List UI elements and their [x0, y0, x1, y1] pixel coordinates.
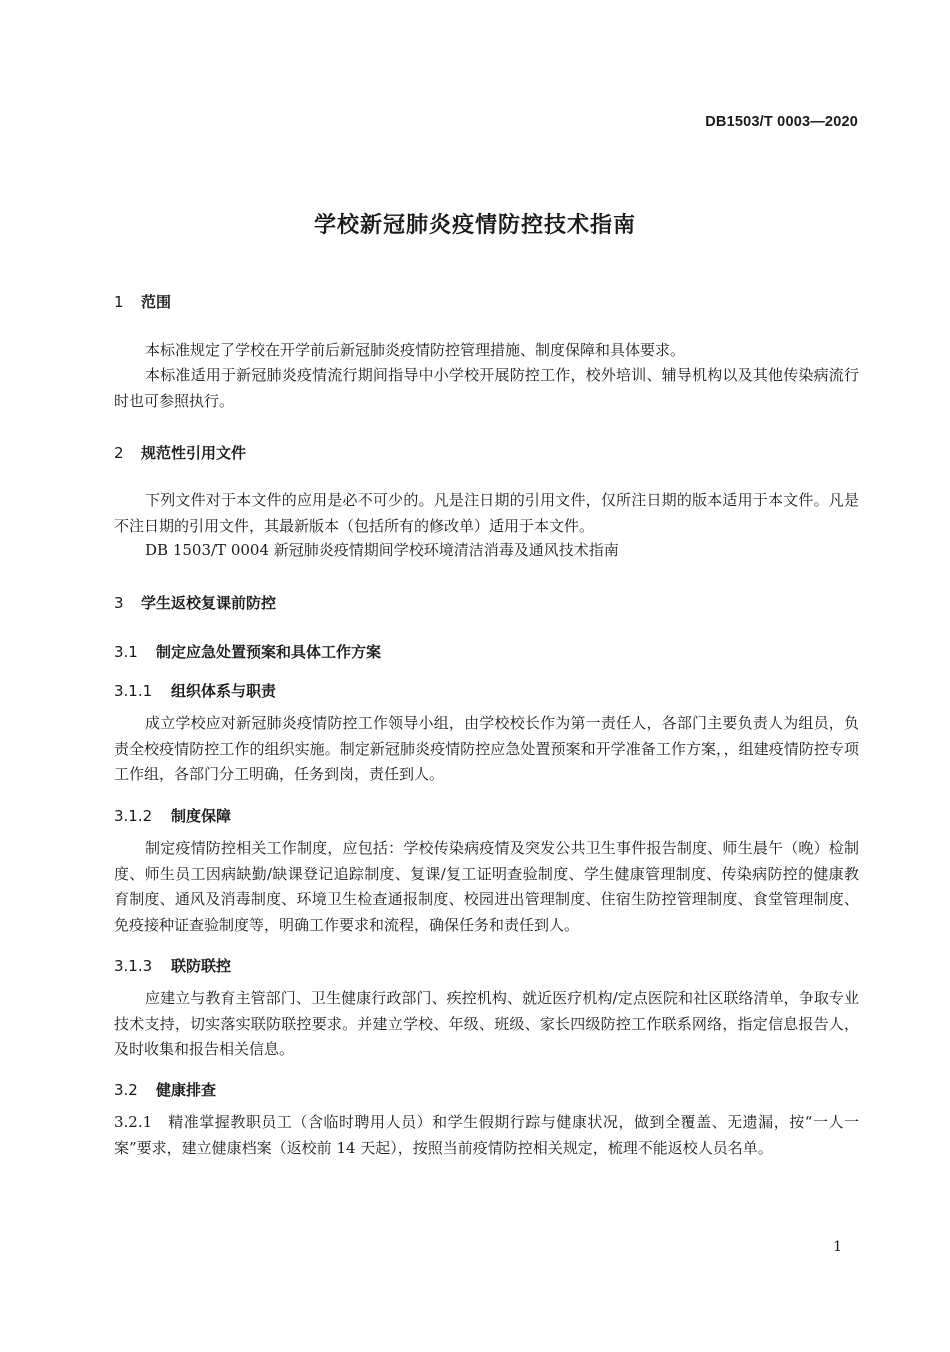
normative-reference: DB 1503/T 0004 新冠肺炎疫情期间学校环境清洁消毒及通风技术指南 [145, 541, 619, 559]
section-3-1-heading [114, 641, 381, 662]
section-title: 制度保障 [171, 807, 232, 825]
section-3-2-1-paragraph: 3.2.1 精准掌握教职员工（含临时聘用人员）和学生假期行踪与健康状况，做到全覆盖、无遗漏，按“一人一案”要求，建立健康档案（返校前 14 天起），按照当前疫情防控相关规定，梳理不能返校人员名单。 [114, 1113, 859, 1157]
section-3-2-heading [114, 1079, 216, 1100]
page-number: 1 [833, 1239, 842, 1255]
section-number: 2 [114, 444, 124, 462]
section-2-paragraph-1: 下列文件对于本文件的应用是必不可少的。凡是注日期的引用文件，仅所注日期的版本适用于本文件。凡是不注日期的引用文件，其最新版本（包括所有的修改单）适用于本文件。 [114, 491, 859, 535]
section-number: 3.1.2 [114, 807, 153, 825]
section-title: 健康排查 [156, 1081, 217, 1099]
section-number: 3 [114, 594, 124, 612]
section-3-1-1-heading [114, 680, 276, 701]
section-title: 规范性引用文件 [141, 444, 247, 462]
section-title: 组织体系与职责 [171, 682, 277, 700]
section-3-1-3-paragraph: 应建立与教育主管部门、卫生健康行政部门、疾控机构、就近医疗机构/定点医院和社区联络清单，争取专业技术支持，切实落实联防联控要求。并建立学校、年级、班级、家长四级防控工作联系网络，指定信息报告人，及时收集和报告相关信息。 [114, 989, 859, 1058]
section-1-paragraph-1: 本标准规定了学校在开学前后新冠肺炎疫情防控管理措施、制度保障和具体要求。 [145, 341, 686, 359]
section-title: 范围 [141, 293, 172, 311]
section-number: 3.2 [114, 1081, 138, 1099]
section-3-1-3-heading [114, 955, 231, 976]
section-3-1-2-heading [114, 805, 231, 826]
section-title: 学生返校复课前防控 [141, 594, 277, 612]
section-number: 3.1.1 [114, 682, 153, 700]
section-1-heading [114, 291, 171, 312]
section-2-heading [114, 442, 246, 463]
section-3-1-2-paragraph: 制定疫情防控相关工作制度，应包括：学校传染病疫情及突发公共卫生事件报告制度、师生晨午（晚）检制度、师生员工因病缺勤/缺课登记追踪制度、复课/复工证明查验制度、学生健康管理制度、传染病防控的健康教育制度、通风及消毒制度、环境卫生检查通报制度、校园进出管理制度、住宿生防控管理制度、食堂管理制度、免疫接种证查验制度等，明确工作要求和流程，确保任务和责任到人。 [114, 839, 859, 934]
section-3-heading [114, 592, 276, 613]
standard-code: DB1503/T 0003—2020 [705, 114, 858, 130]
section-3-1-1-paragraph: 成立学校应对新冠肺炎疫情防控工作领导小组，由学校校长作为第一责任人，各部门主要负责人为组员，负责全校疫情防控工作的组织实施。制定新冠肺炎疫情防控应急处置预案和开学准备工作方案，，组建疫情防控专项工作组，各部门分工明确，任务到岗，责任到人。 [114, 714, 859, 783]
section-number: 1 [114, 293, 124, 311]
section-1-paragraph-2: 本标准适用于新冠肺炎疫情流行期间指导中小学校开展防控工作，校外培训、辅导机构以及其他传染病流行时也可参照执行。 [114, 366, 859, 410]
section-number: 3.1 [114, 643, 138, 661]
document-title: 学校新冠肺炎疫情防控技术指南 [313, 213, 636, 238]
section-number: 3.1.3 [114, 957, 153, 975]
section-title: 制定应急处置预案和具体工作方案 [156, 643, 382, 661]
section-title: 联防联控 [171, 957, 232, 975]
